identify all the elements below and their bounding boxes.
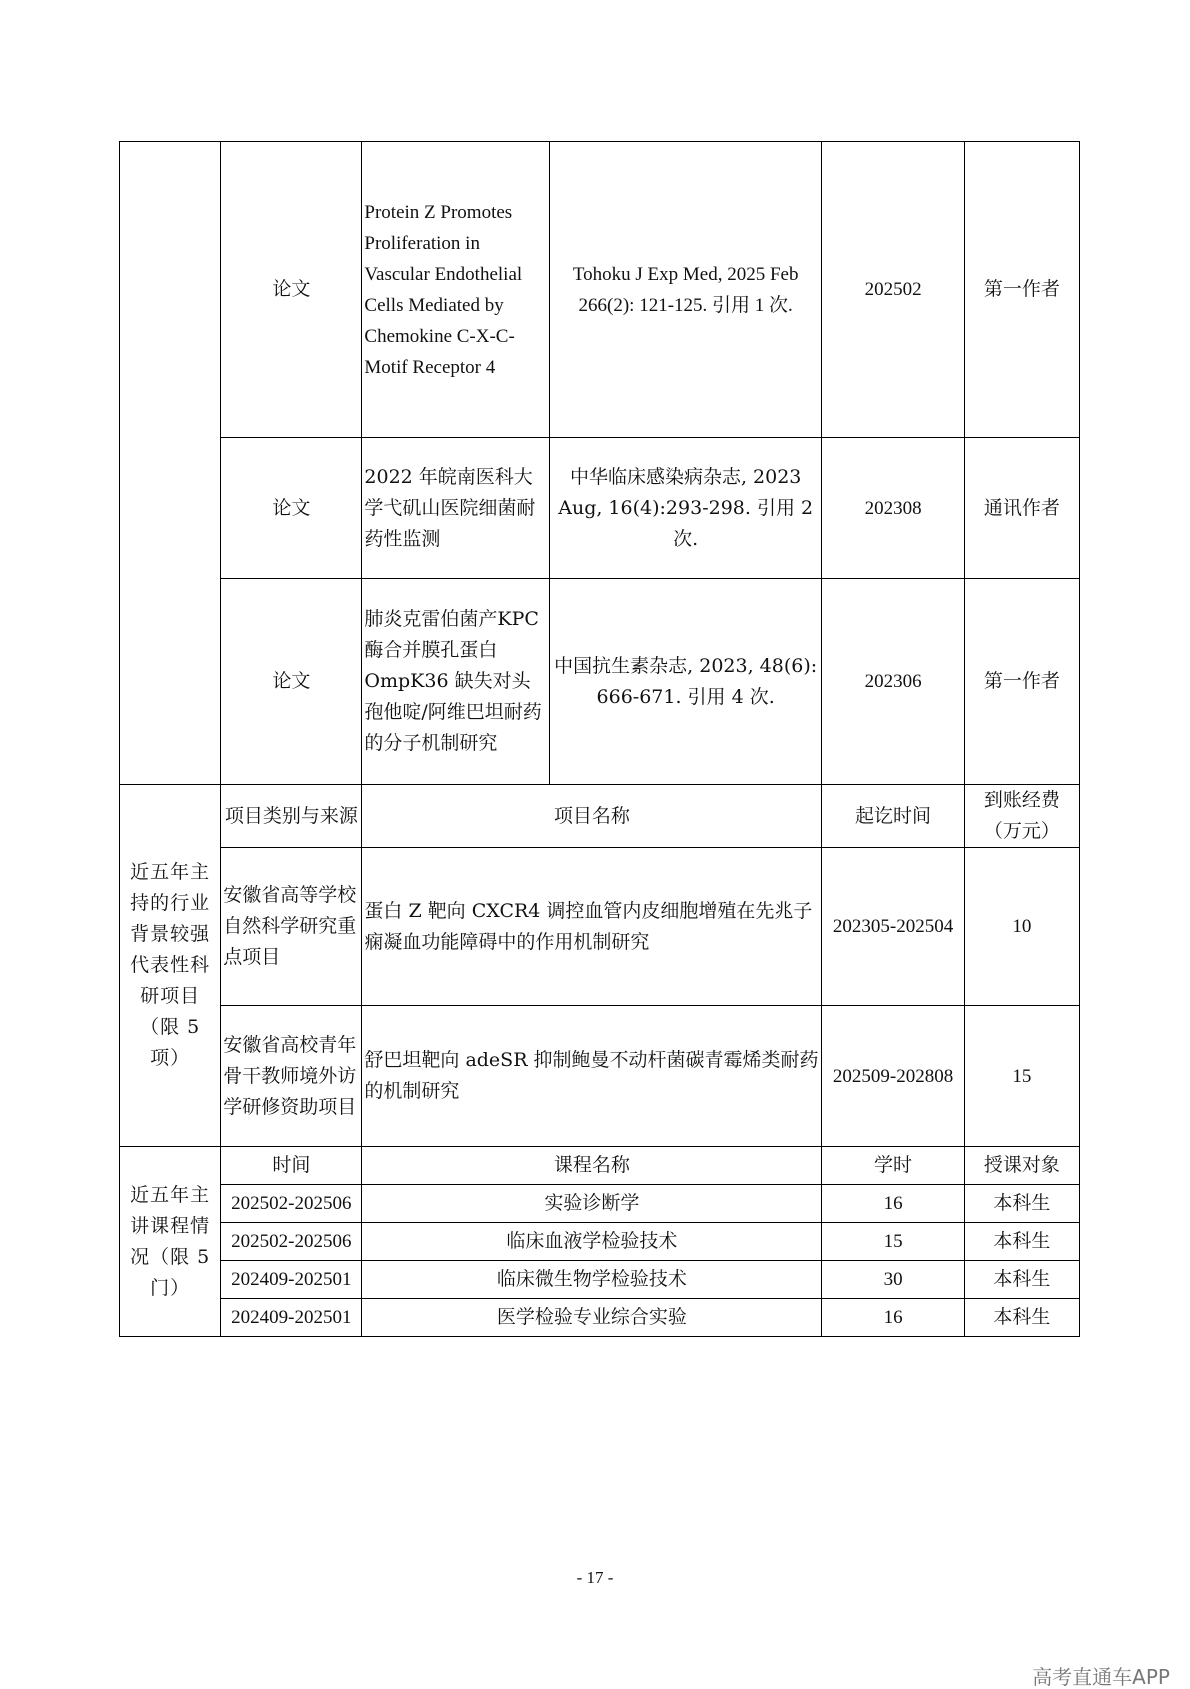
paper-type: 论文 xyxy=(221,579,362,785)
achievement-table xyxy=(119,141,1080,1337)
paper-row xyxy=(120,142,1080,438)
project-name: 舒巴坦靶向 adeSR 抑制鲍曼不动杆菌碳青霉烯类耐药的机制研究 xyxy=(362,1006,822,1147)
project-funding-header: 到账经费（万元） xyxy=(964,785,1079,848)
project-row xyxy=(120,848,1080,1006)
paper-type: 论文 xyxy=(221,142,362,438)
course-hours: 16 xyxy=(822,1185,964,1223)
course-hours: 15 xyxy=(822,1223,964,1261)
project-category: 安徽省高等学校自然科学研究重点项目 xyxy=(221,848,362,1006)
course-section-label: 近五年主讲课程情况（限 5 门） xyxy=(120,1147,221,1337)
paper-row xyxy=(120,438,1080,579)
course-time-header: 时间 xyxy=(221,1147,362,1185)
course-audience-header: 授课对象 xyxy=(964,1147,1079,1185)
paper-date: 202502 xyxy=(822,142,964,438)
course-header-row xyxy=(120,1147,1080,1185)
course-time: 202409-202501 xyxy=(221,1261,362,1299)
course-name: 实验诊断学 xyxy=(362,1185,822,1223)
paper-journal: 中国抗生素杂志, 2023, 48(6): 666-671. 引用 4 次. xyxy=(549,579,822,785)
course-time: 202502-202506 xyxy=(221,1185,362,1223)
course-row xyxy=(120,1185,1080,1223)
project-name: 蛋白 Z 靶向 CXCR4 调控血管内皮细胞增殖在先兆子痫凝血功能障碍中的作用机制研究 xyxy=(362,848,822,1006)
project-row xyxy=(120,1006,1080,1147)
course-hours-header: 学时 xyxy=(822,1147,964,1185)
project-period: 202509-202808 xyxy=(822,1006,964,1147)
paper-journal: Tohoku J Exp Med, 2025 Feb 266(2): 121-125. 引用 1 次. xyxy=(549,142,822,438)
course-audience: 本科生 xyxy=(964,1185,1079,1223)
course-row xyxy=(120,1223,1080,1261)
course-audience: 本科生 xyxy=(964,1261,1079,1299)
course-hours: 16 xyxy=(822,1299,964,1337)
course-time: 202409-202501 xyxy=(221,1299,362,1337)
project-category-header: 项目类别与来源 xyxy=(221,785,362,848)
paper-section-label-cell xyxy=(120,142,221,785)
paper-title: 2022 年皖南医科大学弋矶山医院细菌耐药性监测 xyxy=(362,438,549,579)
project-section-label: 近五年主持的行业背景较强代表性科研项目（限 5 项） xyxy=(120,785,221,1147)
course-row xyxy=(120,1261,1080,1299)
paper-role: 第一作者 xyxy=(964,142,1079,438)
project-period-header: 起讫时间 xyxy=(822,785,964,848)
project-funding: 10 xyxy=(964,848,1079,1006)
project-funding: 15 xyxy=(964,1006,1079,1147)
paper-row xyxy=(120,579,1080,785)
paper-title: Protein Z Promotes Proliferation in Vascular Endothelial Cells Mediated by Chemokine C-X-C-Motif Receptor 4 xyxy=(362,142,549,438)
course-name: 临床血液学检验技术 xyxy=(362,1223,822,1261)
paper-date: 202308 xyxy=(822,438,964,579)
paper-date: 202306 xyxy=(822,579,964,785)
project-name-header: 项目名称 xyxy=(362,785,822,848)
course-audience: 本科生 xyxy=(964,1299,1079,1337)
paper-role: 通讯作者 xyxy=(964,438,1079,579)
course-name: 临床微生物学检验技术 xyxy=(362,1261,822,1299)
paper-type: 论文 xyxy=(221,438,362,579)
project-category: 安徽省高校青年骨干教师境外访学研修资助项目 xyxy=(221,1006,362,1147)
course-hours: 30 xyxy=(822,1261,964,1299)
course-time: 202502-202506 xyxy=(221,1223,362,1261)
course-audience: 本科生 xyxy=(964,1223,1079,1261)
project-period: 202305-202504 xyxy=(822,848,964,1006)
paper-role: 第一作者 xyxy=(964,579,1079,785)
project-header-row xyxy=(120,785,1080,848)
course-name-header: 课程名称 xyxy=(362,1147,822,1185)
page-number: - 17 - xyxy=(576,1568,614,1587)
course-row xyxy=(120,1299,1080,1337)
paper-journal: 中华临床感染病杂志, 2023 Aug, 16(4):293-298. 引用 2 次. xyxy=(549,438,822,579)
document-table xyxy=(119,141,1080,1337)
watermark: 高考直通车APP xyxy=(1032,1665,1170,1689)
paper-title: 肺炎克雷伯菌产KPC 酶合并膜孔蛋白 OmpK36 缺失对头孢他啶/阿维巴坦耐药的分子机制研究 xyxy=(362,579,549,785)
course-name: 医学检验专业综合实验 xyxy=(362,1299,822,1337)
